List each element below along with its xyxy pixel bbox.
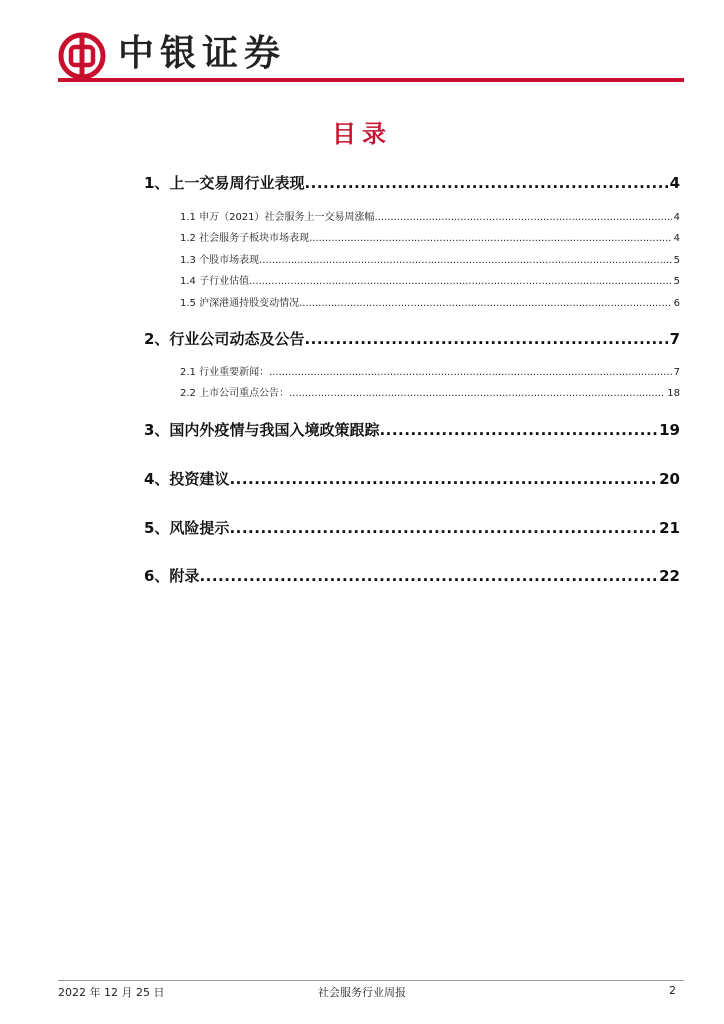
header-divider bbox=[58, 78, 684, 82]
toc-subentry-page: 4 bbox=[673, 233, 680, 244]
toc-subentry-1-1[interactable] bbox=[180, 208, 680, 223]
toc-entry-page: 7 bbox=[669, 330, 680, 348]
toc-entry-4[interactable] bbox=[144, 468, 680, 489]
toc-subentry-2-1[interactable] bbox=[180, 363, 680, 378]
toc-entry-page: 21 bbox=[659, 519, 680, 537]
dot-leader bbox=[304, 330, 667, 348]
toc-subentry-page: 7 bbox=[673, 367, 680, 378]
toc-entry-label: 4、投资建议 bbox=[144, 470, 230, 488]
toc-entry-page: 19 bbox=[659, 421, 680, 439]
toc-entry-label: 5、风险提示 bbox=[144, 519, 230, 537]
toc-entry-1[interactable] bbox=[144, 172, 680, 193]
toc-entry-label: 2、行业公司动态及公告 bbox=[144, 330, 305, 348]
dot-leader bbox=[379, 421, 657, 439]
footer-report-name: 社会服务行业周报 bbox=[318, 986, 406, 999]
brand-name: 中银证券 bbox=[118, 32, 287, 74]
dot-leader bbox=[309, 233, 672, 244]
toc-subentry-label: 1.5 沪深港通持股变动情况 bbox=[180, 298, 300, 309]
dot-leader bbox=[299, 298, 672, 309]
toc-subentry-label: 2.2 上市公司重点公告： bbox=[180, 388, 290, 399]
toc-subentry-label: 1.1 申万（2021）社会服务上一交易周涨幅 bbox=[180, 212, 375, 223]
toc-subentry-page: 5 bbox=[673, 276, 680, 287]
toc-subentry-1-5[interactable] bbox=[180, 294, 680, 309]
toc-entry-2[interactable] bbox=[144, 328, 680, 349]
toc-subentry-page: 6 bbox=[673, 298, 680, 309]
toc-entry-6[interactable] bbox=[144, 565, 680, 586]
toc-subentry-label: 1.2 社会服务子板块市场表现 bbox=[180, 233, 310, 244]
toc-subentry-page: 5 bbox=[673, 255, 680, 266]
header bbox=[58, 20, 684, 82]
toc-subentry-label: 2.1 行业重要新闻： bbox=[180, 367, 270, 378]
dot-leader bbox=[375, 212, 672, 223]
dot-leader bbox=[229, 470, 657, 488]
toc-subentry-2-2[interactable] bbox=[180, 384, 680, 399]
toc-entry-page: 20 bbox=[659, 470, 680, 488]
toc-subentry-page: 18 bbox=[667, 388, 680, 399]
toc-subentry-1-3[interactable] bbox=[180, 251, 680, 266]
toc-entry-label: 1、上一交易周行业表现 bbox=[144, 174, 305, 192]
toc-subentry-1-2[interactable] bbox=[180, 229, 680, 244]
footer-page-number: 2 bbox=[669, 984, 676, 997]
toc-entry-page: 22 bbox=[659, 567, 680, 585]
bank-of-china-logo-icon bbox=[58, 32, 106, 80]
dot-leader bbox=[249, 276, 672, 287]
dot-leader bbox=[199, 567, 657, 585]
dot-leader bbox=[229, 519, 657, 537]
toc-subentry-label: 1.4 子行业估值 bbox=[180, 276, 250, 287]
toc-entry-page: 4 bbox=[669, 174, 680, 192]
toc-entry-label: 3、国内外疫情与我国入境政策跟踪 bbox=[144, 421, 380, 439]
toc-entry-label: 6、附录 bbox=[144, 567, 200, 585]
dot-leader bbox=[289, 388, 665, 399]
toc-entry-3[interactable] bbox=[144, 419, 680, 440]
dot-leader bbox=[304, 174, 667, 192]
toc-subentry-1-4[interactable] bbox=[180, 272, 680, 287]
toc-title: 目录 bbox=[332, 120, 392, 148]
dot-leader bbox=[259, 255, 672, 266]
toc-entry-5[interactable] bbox=[144, 517, 680, 538]
toc-subentry-label: 1.3 个股市场表现 bbox=[180, 255, 260, 266]
toc-subentry-page: 4 bbox=[673, 212, 680, 223]
footer-divider bbox=[58, 980, 684, 981]
dot-leader bbox=[269, 367, 672, 378]
footer-date: 2022 年 12 月 25 日 bbox=[58, 986, 165, 999]
